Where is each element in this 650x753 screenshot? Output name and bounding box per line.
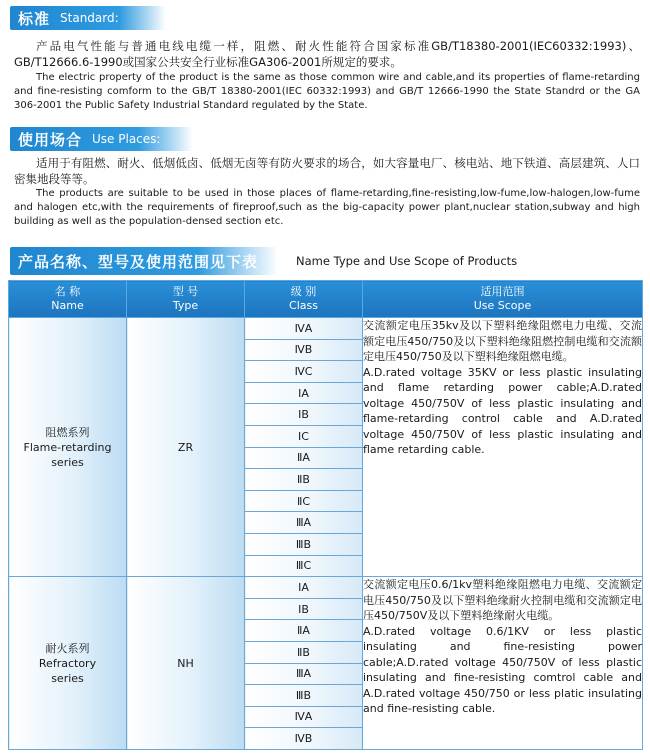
table-row [9,318,643,340]
header-type [127,281,245,318]
header-name-en: Name [51,299,84,312]
refractory-scope-cn: 交流额定电压0.6/1kv塑料绝缘阻燃电力电缆、交流额定电压450/750及以下塑料绝缘耐火控制电缆和交流额定电压450/750V及以下塑料绝缘耐火电缆。 [363,578,642,623]
refractory-scope-cell [363,577,643,750]
flame-scope-cell [363,318,643,577]
flame-name-en: Flame-retarding [23,440,112,454]
flame-name-cell [9,318,127,577]
use-places-paragraph-en: The products are suitable to be used in those places of flame-retarding,fine-resisting,low-fume,low-halogen,low-fume and halogen etc,with the requirements of fireproof,such as the big-capacity power plant,nuclear station,subway and high building as well as the population-densed section etc. [14,188,640,227]
section-title-cn: 标准 [18,9,51,28]
class-cell: ⅡB [245,469,363,491]
refractory-type-cell: NH [127,577,245,750]
table-header-row [9,281,643,318]
flame-type-cell: ZR [127,318,245,577]
flame-scope-cn: 交流额定电压35kv及以下塑料绝缘阻燃电力电缆、交流额定电压450/750及以下塑料绝缘阻燃控制电缆和交流额定电压450/750及以下塑料绝缘阻燃电缆。 [363,319,642,363]
use-places-paragraph-cn: 适用于有阻燃、耐火、低烟低卤、低烟无卤等有防火要求的场合，如大容量电厂、核电站、地下铁道、高层建筑、人口密集地段等等。 [14,156,640,186]
standard-paragraph-en: The electric property of the product is the same as those common wire and cable,and its properties of flame-retarding and fine-resisting comform to the GB/T 18380-2001(IEC 60332:1993) and GB/T 12666-1990 the State Standrd or the GA 306-2001 the Public Safety Industrial Standard regulated by the State. [14,72,640,111]
header-name [9,281,127,318]
class-cell: ⅠC [245,425,363,447]
class-cell: ⅢA [245,512,363,534]
refractory-scope-en: A.D.rated voltage 0.6/1KV or less plastic insulating and fine-resisting power cable;A.D.rated voltage 450/750V of less plastic insulating and fine-resisting comtrol cable and A.D.rated voltage 450/750 or less platic insulating and fine-resisting cable. [363,624,642,716]
class-cell: ⅠB [245,598,363,620]
flame-scope-en: A.D.rated voltage 35KV or less plastic insulating and flame retarding power cable;A.D.rated voltage 450/750V of less plastic insulating and flame-retarding control cable and A.D.rated voltage 450/750V of less plastic insulating and flame retarding cable. [363,365,642,456]
header-scope-cn: 适用范围 [480,285,525,298]
header-scope [363,281,643,318]
class-cell: ⅣB [245,339,363,361]
section-header-name-type [10,247,278,275]
section-title-en: Name Type and Use Scope of Products [296,254,518,268]
header-class [245,281,363,318]
class-cell: ⅡB [245,641,363,663]
header-name-cn: 名 称 [54,285,81,298]
standard-text-cn [14,38,640,70]
class-cell: ⅢB [245,685,363,707]
class-cell: ⅡA [245,447,363,469]
section-title-en: Use Places: [92,132,161,146]
class-cell: ⅡC [245,490,363,512]
header-scope-en: Use Scope [473,299,532,312]
class-cell: ⅣB [245,728,363,750]
table-row [9,577,643,599]
section-header-standard [10,6,166,30]
refractory-name-cell [9,577,127,750]
class-cell: ⅢB [245,533,363,555]
flame-name-cn: 阻燃系列 [45,425,90,439]
header-type-en: Type [172,299,199,312]
refractory-name-en: Refractory [38,656,97,670]
class-cell: ⅣA [245,318,363,340]
class-cell: ⅠB [245,404,363,426]
header-class-cn: 级 别 [290,285,317,298]
header-type-cn: 型 号 [172,285,199,298]
flame-name-en-2: series [51,455,84,469]
class-cell: ⅠA [245,382,363,404]
section-title-cn: 产品名称、型号及使用范围见下表 [18,252,259,271]
refractory-name-en-2: series [51,671,84,685]
class-cell: ⅣA [245,706,363,728]
use-places-text-en [14,187,640,229]
section-header-use-places [10,127,193,151]
section-title-cn: 使用场合 [18,130,83,149]
header-class-en: Class [289,299,318,312]
class-cell: ⅡA [245,620,363,642]
class-cell: ⅢC [245,555,363,577]
product-table [8,280,643,750]
class-cell: ⅣC [245,361,363,383]
class-cell: ⅢA [245,663,363,685]
use-places-text-cn [14,155,640,187]
section-title-en: Standard: [60,11,119,25]
refractory-name-cn: 耐火系列 [45,641,90,655]
standard-paragraph-cn: 产品电气性能与普通电线电缆一样，阻燃、耐火性能符合国家标准GB/T18380-2001(IEC60332:1993)、GB/T12666.6-1990或国家公共安全行业标准GA306-2001所规定的要求。 [14,39,640,69]
class-cell: ⅠA [245,577,363,599]
standard-text-en [14,71,640,113]
